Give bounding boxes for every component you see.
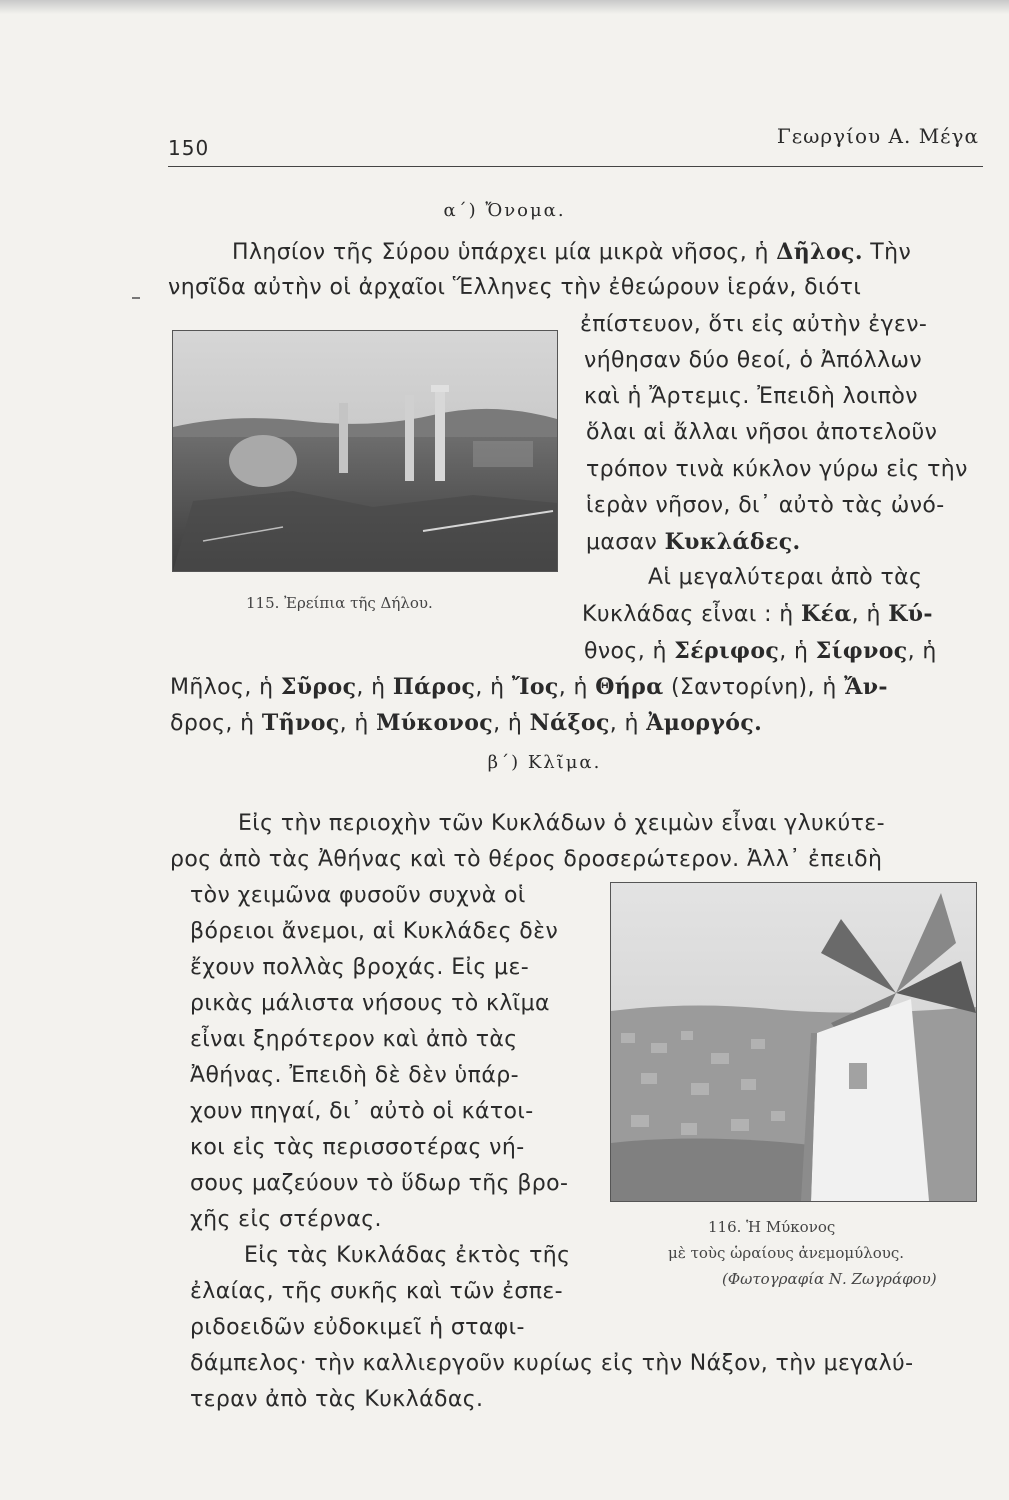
- header-rule: [168, 166, 983, 167]
- text-line: Κυκλάδας εἶναι : ἡ Κέα, ἡ Κύ-: [582, 601, 933, 627]
- text-line: ἐλαίας, τῆς συκῆς καὶ τῶν ἐσπε-: [190, 1279, 564, 1304]
- text-line: Πλησίον τῆς Σύρου ὑπάρχει μία μικρὰ νῆσος, ἡ Δῆλος. Τὴν: [232, 239, 912, 265]
- scan-edge: [0, 0, 1009, 14]
- text-line: Μῆλος, ἡ Σῦρος, ἡ Πάρος, ἡ Ἴος, ἡ Θήρα (Σαντορίνη), ἡ Ἄν-: [170, 674, 888, 700]
- text-line: τὸν χειμῶνα φυσοῦν συχνὰ οἱ: [190, 883, 526, 908]
- text-line: νήθησαν δύο θεοί, ὁ Ἀπόλλων: [584, 348, 923, 373]
- photo-windmill-mykonos: [610, 882, 977, 1202]
- text-line: σους μαζεύουν τὸ ὕδωρ τῆς βρο-: [190, 1171, 569, 1196]
- text-line: θνος, ἡ Σέριφος, ἡ Σίφνος, ἡ: [584, 638, 937, 664]
- text-line: εἶναι ξηρότερον καὶ ἀπὸ τὰς: [190, 1027, 518, 1052]
- text-line: ρικὰς μάλιστα νήσους τὸ κλῖμα: [190, 991, 550, 1016]
- page-number: 150: [168, 136, 210, 160]
- windmill-photo-image: [611, 883, 976, 1201]
- section-heading-climate: β΄) Κλῖμα.: [487, 752, 602, 773]
- text-line: νησῖδα αὐτὴν οἱ ἀρχαῖοι Ἕλληνες τὴν ἐθεώρουν ἱεράν, διότι: [168, 275, 862, 300]
- text-line: Εἰς τὰς Κυκλάδας ἐκτὸς τῆς: [244, 1243, 571, 1268]
- figure-caption-116-sub: μὲ τοὺς ὡραίους ἀνεμομύλους.: [668, 1244, 905, 1262]
- text-line: ἔχουν πολλὰς βροχάς. Εἰς με-: [190, 955, 530, 980]
- text-line: χῆς εἰς στέρνας.: [190, 1207, 382, 1232]
- ruins-photo-image: [173, 331, 557, 571]
- text-line: τρόπον τινὰ κύκλον γύρω εἰς τὴν: [586, 457, 968, 482]
- section-heading-name: α΄) Ὄνομα.: [443, 200, 566, 221]
- text-line: Ἀθήνας. Ἐπειδὴ δὲ δὲν ὑπάρ-: [190, 1063, 519, 1088]
- text-line: βόρειοι ἄνεμοι, αἱ Κυκλάδες δὲν: [190, 919, 559, 944]
- running-head: Γεωργίου Α. Μέγα: [776, 124, 979, 148]
- text-line: χουν πηγαί, δι᾽ αὐτὸ οἱ κάτοι-: [190, 1099, 534, 1124]
- text-line: ὅλαι αἱ ἄλλαι νῆσοι ἀποτελοῦν: [586, 420, 938, 445]
- text-line: Εἰς τὴν περιοχὴν τῶν Κυκλάδων ὁ χειμὼν εἶναι γλυκύτε-: [238, 811, 885, 836]
- margin-mark: [132, 297, 140, 299]
- text-line: ἱερὰν νῆσον, δι᾽ αὐτὸ τὰς ὠνό-: [586, 493, 945, 518]
- text-line: ἐπίστευον, ὅτι εἰς αὐτὴν ἐγεν-: [580, 312, 928, 337]
- text-line: ριδοειδῶν εὐδοκιμεῖ ἡ σταφι-: [190, 1315, 525, 1340]
- text-line: κοι εἰς τὰς περισσοτέρας νή-: [190, 1135, 525, 1160]
- text-line: ρος ἀπὸ τὰς Ἀθήνας καὶ τὸ θέρος δροσερώτερον. Ἀλλ᾽ ἐπειδὴ: [170, 847, 883, 872]
- figure-caption-115: 115. Ἐρείπια τῆς Δήλου.: [246, 594, 433, 612]
- text-line: δάμπελος· τὴν καλλιεργοῦν κυρίως εἰς τὴν Νάξον, τὴν μεγαλύ-: [190, 1351, 914, 1376]
- text-line: καὶ ἡ Ἄρτεμις. Ἐπειδὴ λοιπὸν: [584, 384, 918, 409]
- figure-caption-116: 116. Ἡ Μύκονος: [708, 1218, 836, 1236]
- text-line: τεραν ἀπὸ τὰς Κυκλάδας.: [190, 1387, 484, 1412]
- photo-ruins-of-delos: [172, 330, 558, 572]
- text-line: δρος, ἡ Τῆνος, ἡ Μύκονος, ἡ Νάξος, ἡ Ἀμοργός.: [170, 710, 763, 736]
- figure-photo-credit: (Φωτογραφία Ν. Ζωγράφου): [722, 1270, 937, 1288]
- text-line: Αἱ μεγαλύτεραι ἀπὸ τὰς: [648, 565, 923, 590]
- text-line: μασαν Κυκλάδες.: [586, 529, 801, 555]
